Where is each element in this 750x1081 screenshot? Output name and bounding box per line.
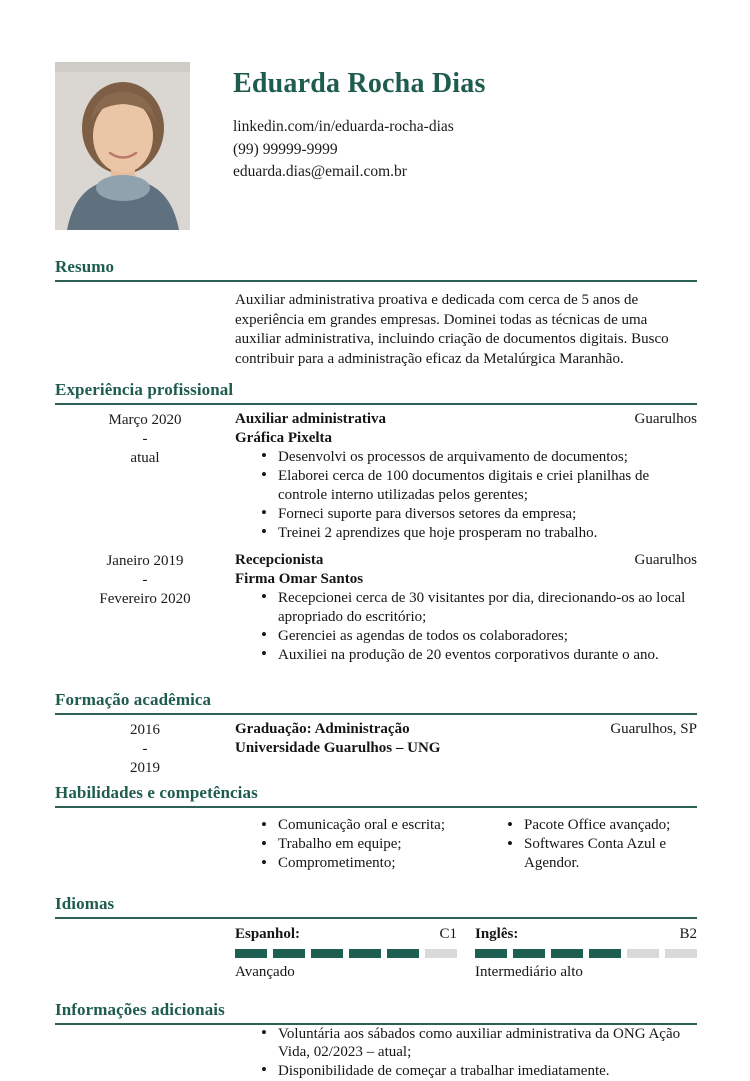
education-location: Guarulhos, SP	[610, 720, 697, 737]
additional-info-item: • Voluntária aos sábados como auxiliar administrativa da ONG Ação Vida, 02/2023 – atual;	[235, 1025, 697, 1063]
skill-bar-segment	[311, 949, 343, 958]
linkedin-link[interactable]: linkedin.com/in/eduarda-rocha-dias	[233, 118, 454, 135]
skill-bar-segment	[349, 949, 381, 958]
section-informacoes-adicionais	[55, 1000, 697, 1081]
languages-grid	[235, 925, 697, 981]
job-bullet: • Recepcionei cerca de 30 visitantes por dia, direcionando-os ao local apropriado do escritório;	[235, 589, 697, 627]
informacoes-spacer	[55, 1025, 235, 1081]
skills-column-1	[235, 816, 451, 873]
language-level-label: Intermediário alto	[475, 963, 583, 980]
language-skill-bar	[475, 949, 697, 958]
skills-columns	[235, 816, 697, 873]
profile-photo	[55, 62, 190, 230]
skill-bar-segment	[235, 949, 267, 958]
section-title-habilidades: Habilidades e competências	[55, 783, 697, 808]
skill-bar-segment	[475, 949, 507, 958]
job-company: Gráfica Pixelta	[235, 430, 333, 447]
skill-bar-segment	[387, 949, 419, 958]
education-degree: Graduação: Administração	[235, 720, 410, 737]
job-bullet-list	[235, 448, 697, 542]
job-location: Guarulhos	[634, 552, 697, 569]
skill-bar-segment	[513, 949, 545, 958]
job-date-end: atual	[130, 450, 160, 467]
skill-bar-segment	[273, 949, 305, 958]
section-resumo	[55, 257, 697, 369]
job-bullet: • Gerenciei as agendas de todos os colaboradores;	[235, 627, 697, 646]
profile-photo-image	[55, 62, 190, 230]
identity-block	[233, 62, 486, 230]
skill-bar-segment	[627, 949, 659, 958]
additional-info-item: • Disponibilidade de começar a trabalhar imediatamente.	[235, 1062, 697, 1081]
section-title-idiomas: Idiomas	[55, 894, 697, 919]
section-title-formacao: Formação acadêmica	[55, 690, 697, 715]
section-title-experiencia: Experiência profissional	[55, 380, 697, 405]
job-dates	[55, 410, 235, 542]
skill-item: • Softwares Conta Azul e Agendor.	[481, 835, 697, 873]
skill-item: • Trabalho em equipe;	[235, 835, 451, 854]
section-idiomas	[55, 894, 697, 981]
language-level-label: Avançado	[235, 963, 295, 980]
skill-bar-segment	[589, 949, 621, 958]
job-role: Auxiliar administrativa	[235, 411, 386, 428]
language-name: Espanhol:	[235, 925, 301, 942]
skill-bar-segment	[425, 949, 457, 958]
section-formacao	[55, 690, 697, 778]
education-date-end: 2019	[130, 759, 160, 776]
language-level-code: C1	[439, 925, 457, 942]
job-entry	[55, 551, 697, 664]
education-dates	[55, 720, 235, 778]
language-skill-bar	[235, 949, 457, 958]
language-espanhol	[235, 925, 457, 981]
candidate-name: Eduarda Rocha Dias	[233, 68, 486, 99]
language-level-code: B2	[679, 925, 697, 942]
additional-info-list	[235, 1025, 697, 1081]
job-bullet: • Elaborei cerca de 100 documentos digitais e criei planilhas de controle interno utilizadas pelos gerentes;	[235, 467, 697, 505]
job-date-start: Janeiro 2019	[106, 553, 184, 570]
education-date-separator: -	[142, 740, 148, 757]
skills-column-2	[481, 816, 697, 873]
skill-item: • Comprometimento;	[235, 854, 451, 873]
job-bullet: • Treinei 2 aprendizes que hoje prosperam no trabalho.	[235, 524, 697, 543]
job-bullet: • Desenvolvi os processos de arquivamento de documentos;	[235, 448, 697, 467]
job-date-start: Março 2020	[108, 412, 182, 429]
job-dates	[55, 551, 235, 664]
skill-bar-segment	[551, 949, 583, 958]
education-entry	[55, 720, 697, 778]
job-location: Guarulhos	[634, 411, 697, 428]
resumo-spacer	[55, 282, 235, 369]
job-date-end: Fevereiro 2020	[99, 591, 191, 608]
job-bullet: • Auxiliei na produção de 20 eventos corporativos durante o ano.	[235, 646, 697, 665]
job-entry	[55, 410, 697, 542]
skill-item: • Comunicação oral e escrita;	[235, 816, 451, 835]
summary-text: Auxiliar administrativa proativa e dedicada com cerca de 5 anos de experiência em grandes empresas. Dominei todas as técnicas de uma auxiliar administrativa, incluindo criação de documentos digitais. Busco contribuir para a administração eficaz da Metalúrgica Maranhão.	[235, 292, 669, 367]
section-title-informacoes: Informações adicionais	[55, 1000, 697, 1025]
language-ingles	[475, 925, 697, 981]
section-title-resumo: Resumo	[55, 257, 697, 282]
resume-header	[55, 62, 697, 230]
idiomas-spacer	[55, 919, 235, 981]
skill-bar-segment	[665, 949, 697, 958]
job-company: Firma Omar Santos	[235, 571, 364, 588]
job-bullet: • Forneci suporte para diversos setores da empresa;	[235, 505, 697, 524]
job-date-separator: -	[142, 431, 148, 448]
job-date-separator: -	[142, 572, 148, 589]
email-link[interactable]: eduarda.dias@email.com.br	[233, 163, 407, 180]
skill-item: • Pacote Office avançado;	[481, 816, 697, 835]
job-bullet-list	[235, 589, 697, 664]
section-experiencia	[55, 380, 697, 664]
education-school: Universidade Guarulhos – UNG	[235, 739, 441, 756]
habilidades-spacer	[55, 808, 235, 873]
language-name: Inglês:	[475, 925, 519, 942]
section-habilidades	[55, 783, 697, 873]
phone-number: (99) 99999-9999	[233, 140, 338, 158]
job-role: Recepcionista	[235, 552, 324, 569]
education-date-start: 2016	[130, 721, 160, 738]
